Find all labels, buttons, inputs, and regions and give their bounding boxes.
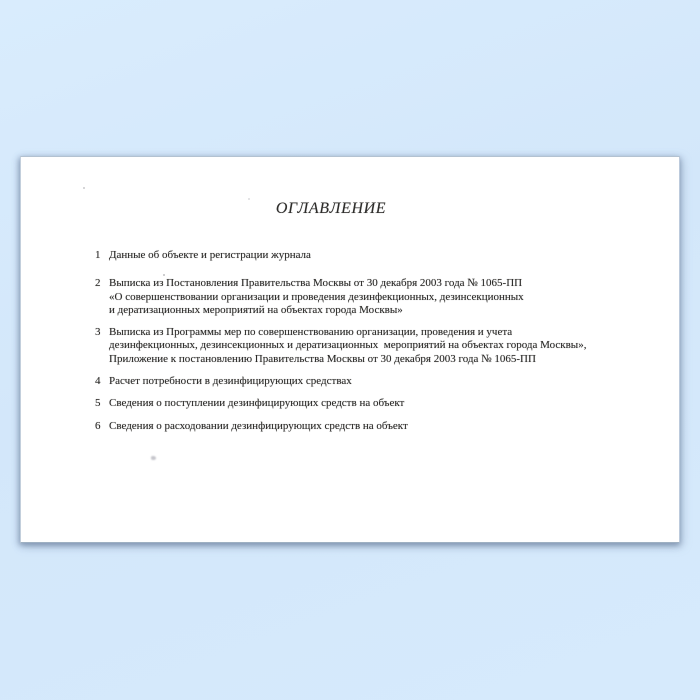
toc-item-line: дезинфекционных, дезинсекционных и дератизационных мероприятий на объектах города Москвы»,	[109, 339, 587, 352]
toc-item	[95, 277, 655, 317]
toc-item-text	[109, 375, 655, 388]
toc-item	[95, 375, 655, 388]
toc-item-line: Выписка из Постановления Правительства Москвы от 30 декабря 2003 года № 1065-ПП	[109, 277, 523, 290]
toc-item-number: 5	[95, 397, 101, 410]
document-page	[20, 156, 680, 543]
toc-item-number: 4	[95, 375, 101, 388]
toc-item-line: Сведения о расходовании дезинфицирующих средств на объект	[109, 419, 408, 432]
toc-item-number: 3	[95, 326, 101, 339]
toc-item-line: Данные об объекте и регистрации журнала	[109, 249, 311, 261]
toc-item-line: Расчет потребности в дезинфицирующих средствах	[109, 375, 352, 388]
toc-item-text	[109, 277, 655, 317]
scan-speck	[83, 187, 85, 189]
toc-item-text	[109, 397, 655, 410]
toc-item	[95, 420, 655, 433]
toc-item-text	[109, 420, 655, 433]
toc-item-number: 2	[95, 277, 101, 290]
toc-item-line: Приложение к постановлению Правительства Москвы от 30 декабря 2003 года № 1065-ПП	[109, 352, 536, 365]
table-of-contents	[95, 249, 655, 442]
toc-item-text	[109, 249, 655, 262]
toc-item-line: Сведения о поступлении дезинфицирующих средств на объект	[109, 397, 405, 410]
toc-item-line: и дератизационных мероприятий на объектах города Москвы»	[109, 303, 403, 316]
toc-item-line: «О совершенствовании организации и проведения дезинфекционных, дезинсекционных	[109, 290, 524, 303]
toc-item	[95, 326, 655, 366]
scan-speck	[151, 456, 156, 460]
scan-speck	[163, 274, 165, 276]
toc-item-line: Выписка из Программы мер по совершенствованию организации, проведения и учета	[109, 326, 513, 339]
toc-item-number: 6	[95, 419, 101, 432]
toc-item	[95, 249, 655, 262]
toc-item-number: 1	[95, 249, 101, 261]
toc-item-text	[109, 326, 655, 366]
toc-item	[95, 397, 655, 410]
page-title: ОГЛАВЛЕНИЕ	[275, 200, 387, 217]
scan-speck	[248, 198, 250, 200]
